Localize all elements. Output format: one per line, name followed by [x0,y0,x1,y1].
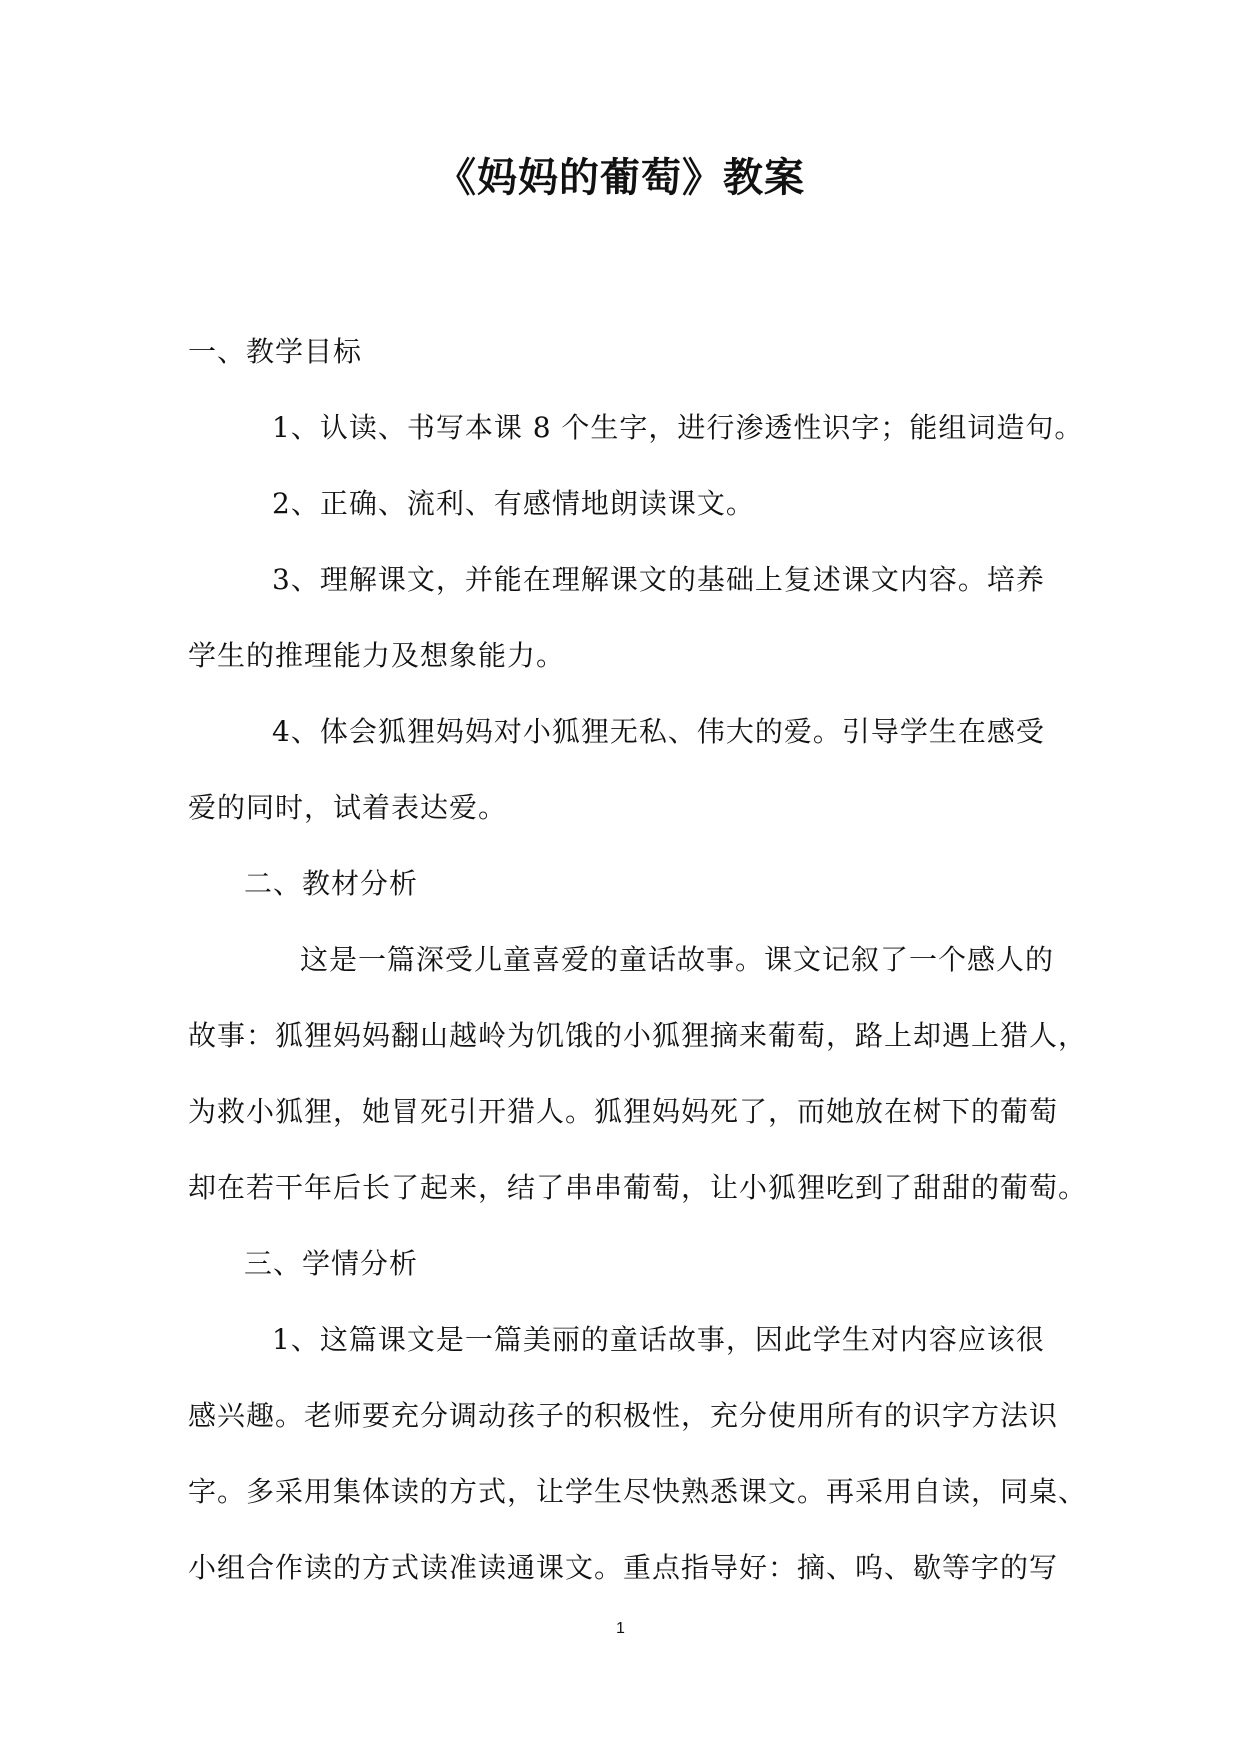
document-title: 《妈妈的葡萄》教案 [436,154,805,201]
paragraph-line: 小组合作读的方式读准读通课文。重点指导好：摘、呜、歇等字的写 [188,1551,1059,1584]
paragraph-line: 1、这篇课文是一篇美丽的童话故事，因此学生对内容应该很 [272,1323,1045,1356]
section-heading-material-analysis: 二、教材分析 [244,867,419,900]
paragraph-line: 2、正确、流利、有感情地朗读课文。 [272,487,755,520]
paragraph-line: 为救小狐狸，她冒死引开猎人。狐狸妈妈死了，而她放在树下的葡萄 [188,1095,1059,1128]
paragraph-line: 4、体会狐狸妈妈对小狐狸无私、伟大的爱。引导学生在感受 [272,715,1045,748]
paragraph-line: 学生的推理能力及想象能力。 [188,639,566,672]
paragraph-line: 1、认读、书写本课 8 个生字，进行渗透性识字；能组词造句。 [272,411,1084,444]
section-heading-student-analysis: 三、学情分析 [244,1247,419,1280]
paragraph-line: 爱的同时，试着表达爱。 [188,791,508,824]
paragraph-line: 却在若干年后长了起来，结了串串葡萄，让小狐狸吃到了甜甜的葡萄。 [188,1171,1088,1204]
paragraph-line: 字。多采用集体读的方式，让学生尽快熟悉课文。再采用自读，同桌、 [188,1475,1088,1508]
paragraph-line: 故事：狐狸妈妈翻山越岭为饥饿的小狐狸摘来葡萄，路上却遇上猎人， [188,1019,1088,1052]
section-heading-teaching-goals: 一、教学目标 [188,335,363,368]
paragraph-line: 3、理解课文，并能在理解课文的基础上复述课文内容。培养 [272,563,1045,596]
paragraph-line: 这是一篇深受儿童喜爱的童话故事。课文记叙了一个感人的 [300,943,1055,976]
page-number: 1 [616,1620,625,1637]
paragraph-line: 感兴趣。老师要充分调动孩子的积极性，充分使用所有的识字方法识 [188,1399,1059,1432]
